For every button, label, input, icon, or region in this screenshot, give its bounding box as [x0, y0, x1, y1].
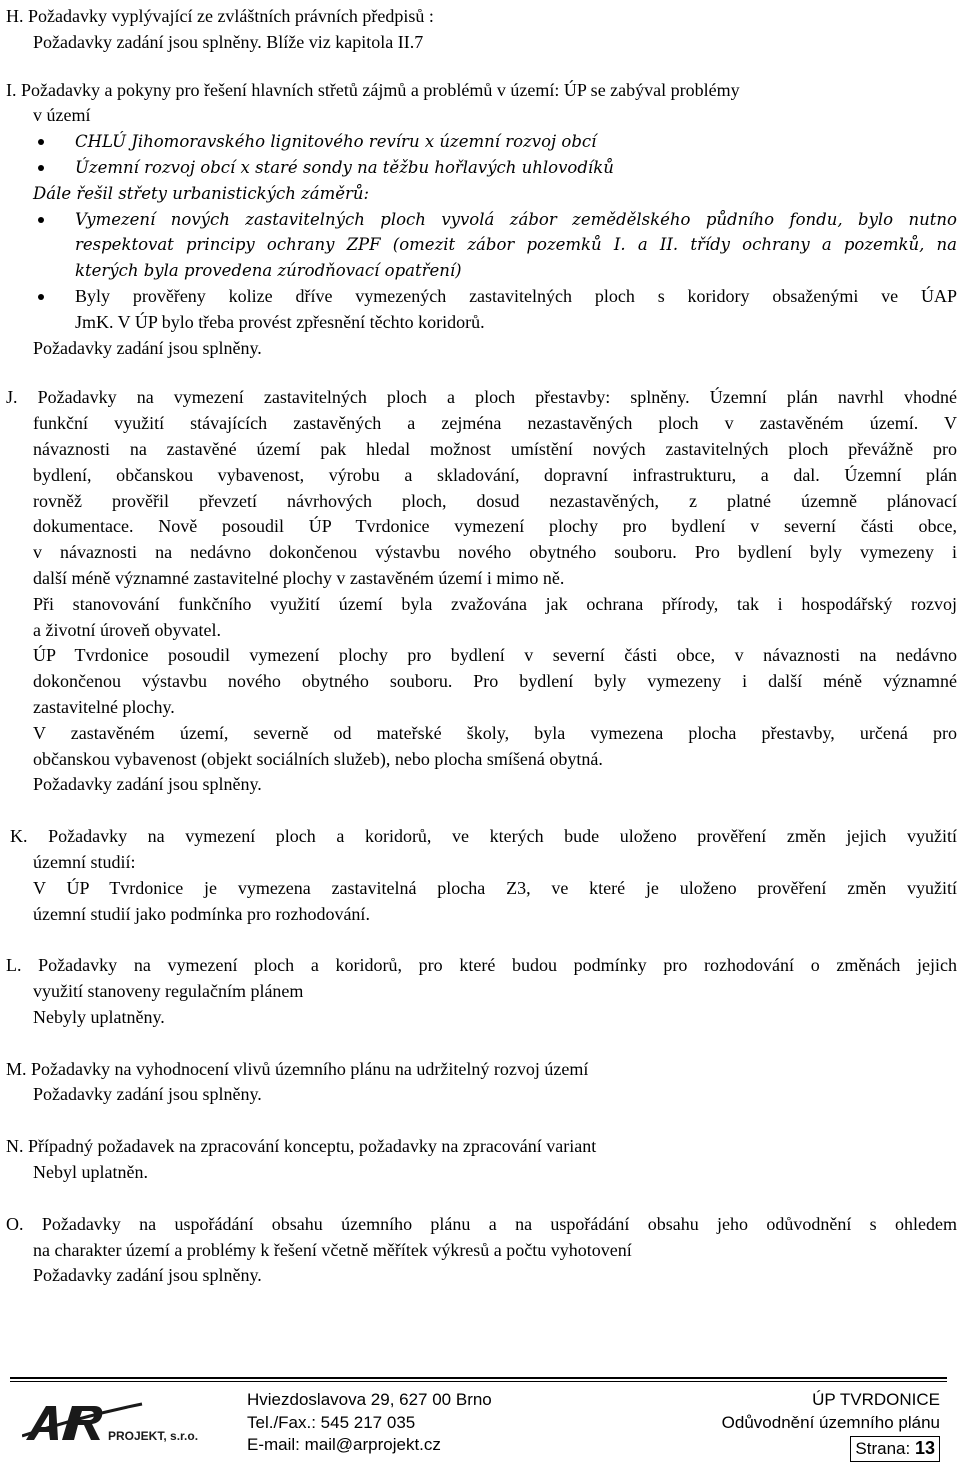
paragraph-line: Požadavky zadání jsou splněny. [33, 774, 262, 795]
section-h-title: H. Požadavky vyplývající ze zvláštních právních předpisů : [6, 6, 434, 26]
section-n-title: N. Případný požadavek na zpracování konceptu, požadavky na zpracování variant [6, 1136, 597, 1157]
section-i-title: I. Požadavky a pokyny pro řešení hlavních střetů zájmů a problémů v území: ÚP se zabýval problémy [6, 79, 740, 100]
logo-text: PROJEKT, s.r.o. [108, 1429, 199, 1443]
document-body [6, 4, 957, 1289]
paragraph-line: dokumentace. Nově posoudil ÚP Tvrdonice vymezení plochy pro bydlení v severní části obce, [33, 516, 957, 537]
list-item: CHLÚ Jihomoravského lignitového revíru x územní rozvoj obcí [33, 129, 957, 155]
footer-right-block [722, 1389, 940, 1462]
page-number: 13 [914, 1438, 935, 1458]
paragraph-line: bydlení, občanskou vybavenost, výrobu a skladování, dopravní infrastrukturu, a dal. Územní plán [33, 464, 957, 485]
section-k-title: K. Požadavky na vymezení ploch a koridorů, ve kterých bude uloženo prověření změn jejich využití [10, 826, 957, 847]
section-i-title-cont: v území [33, 105, 91, 126]
list-item: Vymezení nových zastavitelných ploch vyvolá zábor zemědělského půdního fondu, bylo nutno respektovat principy ochrany ZPF (omezit zábor pozemků I. a II. třídy ochrany a pozemků, na kterých byla provedena zúrodňovací opatření) [33, 207, 957, 284]
footer-divider [10, 1377, 947, 1379]
paragraph-line: dokončenou výstavbu nového obytného souboru. Pro bydlení byly vymezeny i další méně významné [33, 671, 957, 692]
bullet-icon [38, 165, 44, 171]
paragraph-line: další méně významné zastavitelné plochy v zastavěném území i mimo ně. [33, 567, 565, 588]
paragraph-line: ÚP Tvrdonice posoudil vymezení plochy pro bydlení v severní části obce, v návaznosti na nedávno [33, 645, 957, 666]
paragraph-line: Nebyl uplatněn. [33, 1162, 148, 1183]
bullet-icon [38, 294, 44, 300]
section-o-title: O. Požadavky na uspořádání obsahu územního plánu a na uspořádání obsahu jeho odůvodnění s ohledem [6, 1213, 957, 1234]
paragraph-line: zastavitelné plochy. [33, 696, 175, 717]
paragraph-line: na charakter území a problémy k řešení včetně měřítek výkresů a počtu vyhotovení [33, 1239, 632, 1260]
paragraph-line: rovněž prověřil převzetí návrhových ploch, dosud nezastavěných, z platné územně plánovací [33, 490, 957, 511]
page-number-box [850, 1436, 940, 1462]
paragraph-line: Nebyly uplatněny. [33, 1006, 165, 1027]
paragraph-line: územní studií: [33, 851, 136, 872]
footer-divider-thin [10, 1381, 947, 1382]
footer-phone: Tel./Fax.: 545 217 035 [247, 1412, 416, 1432]
spacer [33, 361, 957, 385]
section-o [6, 1212, 957, 1289]
list-item: Územní rozvoj obcí x staré sondy na těžbu hořlavých uhlovodíků [33, 155, 957, 181]
spacer [33, 56, 957, 78]
paragraph-line: v návaznosti na nedávno dokončenou výstavbu nového obytného souboru. Pro bydlení byly vymezeny i [33, 542, 957, 563]
footer-project: ÚP TVRDONICE [812, 1390, 940, 1409]
section-m [6, 1057, 957, 1109]
page-label: Strana: [855, 1439, 915, 1458]
spacer [33, 798, 957, 824]
section-k [10, 824, 957, 927]
footer-email: E-mail: mail@arprojekt.cz [247, 1435, 441, 1454]
bullet-icon [38, 217, 44, 223]
spacer [33, 1186, 957, 1212]
paragraph-line: Požadavky zadání jsou splněny. [33, 1084, 262, 1105]
section-i-done: Požadavky zadání jsou splněny. [33, 337, 262, 358]
paragraph-line: občanskou vybavenost (objekt sociálních služeb), nebo plocha smíšená obytná. [33, 748, 603, 769]
section-l [6, 953, 957, 1030]
spacer [33, 1108, 957, 1134]
section-l-title: L. Požadavky na vymezení ploch a koridorů, pro které budou podmínky pro rozhodování o změnách jejich [6, 955, 957, 976]
footer-address: Hviezdoslavova 29, 627 00 Brno [247, 1390, 492, 1409]
section-h-text: Požadavky zadání jsou splněny. Blíže viz kapitola II.7 [33, 31, 424, 52]
paragraph-line: Při stanovování funkčního využití území byla zvažována jak ochrana přírody, tak i hospodářský rozvoj [33, 593, 957, 614]
paragraph-line: funkční využití stávajících zastavěných a zejména nezastavěných ploch v zastavěném území. V [33, 413, 957, 434]
footer-doc: Odůvodnění územního plánu [721, 1412, 940, 1432]
section-j [6, 385, 957, 798]
section-i-dale: Dále řešil střety urbanistických záměrů: [33, 183, 370, 203]
section-m-title: M. Požadavky na vyhodnocení vlivů územního plánu na udržitelný rozvoj území [6, 1058, 589, 1079]
section-n [6, 1134, 957, 1186]
paragraph-line: Požadavky zadání jsou splněny. [33, 1265, 262, 1286]
paragraph-line: V zastavěném území, severně od mateřské školy, byla vymezena plocha přestavby, určená pro [33, 722, 957, 743]
footer-address-block [247, 1389, 492, 1457]
bullet-icon [38, 139, 44, 145]
section-i-list-1 [33, 129, 957, 181]
paragraph-line: územní studií jako podmínka pro rozhodování. [33, 903, 370, 924]
paragraph-line: a životní úroveň obyvatel. [33, 619, 221, 640]
paragraph-line: využití stanoveny regulačním plánem [33, 981, 304, 1002]
list-item: Byly prověřeny kolize dříve vymezených zastavitelných ploch s koridory obsaženými ve ÚAP JmK. V ÚP bylo třeba provést zpřesnění těchto koridorů. [33, 284, 957, 336]
ar-projekt-logo [22, 1396, 212, 1446]
spacer [33, 927, 957, 953]
section-i-list-2 [33, 207, 957, 336]
paragraph-line: V ÚP Tvrdonice je vymezena zastavitelná plocha Z3, ve které je uloženo prověření změn využití [33, 877, 957, 898]
paragraph-line: návaznosti na zastavěné území pak hledal možnost umístění nových zastavitelných ploch převážně pro [33, 438, 957, 459]
spacer [33, 1031, 957, 1057]
section-j-title: J. Požadavky na vymezení zastavitelných ploch a ploch přestavby: splněny. Územní plán navrhl vhodné [6, 387, 957, 408]
